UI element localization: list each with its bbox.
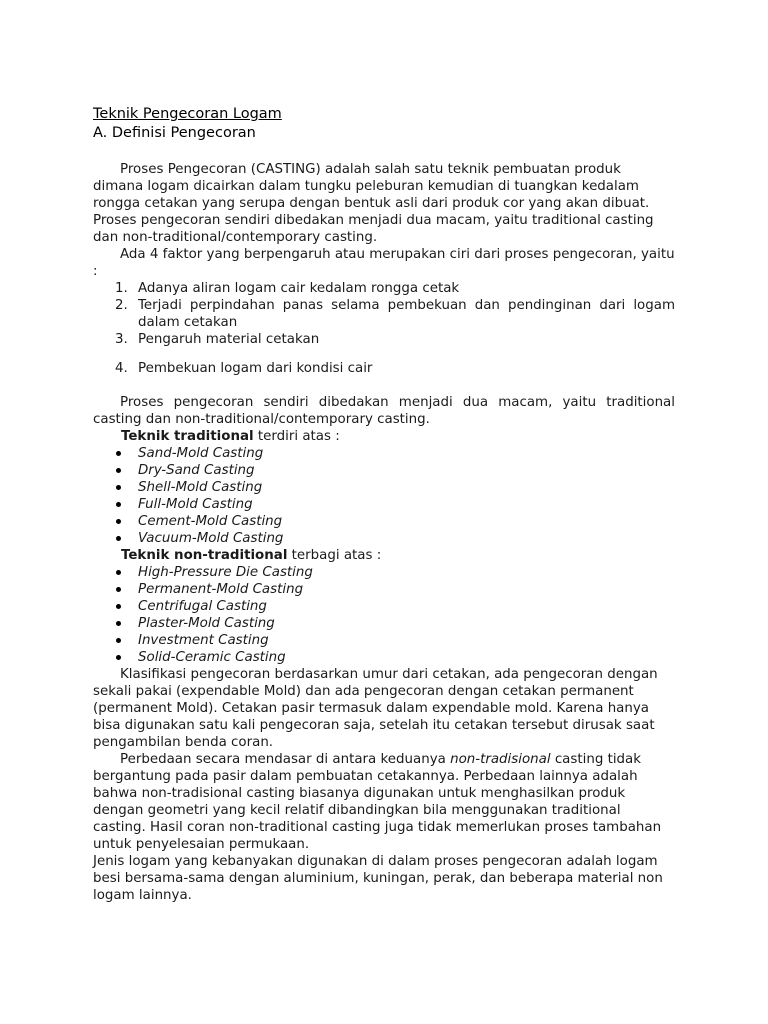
bullet-icon bbox=[116, 638, 121, 643]
list-item: Solid-Ceramic Casting bbox=[93, 649, 675, 666]
list-item: Sand-Mold Casting bbox=[93, 445, 675, 462]
bullet-icon bbox=[116, 655, 121, 660]
paragraph-factors-intro: Ada 4 faktor yang berpengaruh atau merupakan ciri dari proses pengecoran, yaitu : bbox=[93, 247, 675, 279]
list-item: Dry-Sand Casting bbox=[93, 462, 675, 479]
bullet-icon bbox=[116, 621, 121, 626]
section-heading: A. Definisi Pengecoran bbox=[93, 125, 256, 141]
bullet-icon bbox=[116, 536, 121, 541]
nontraditional-list bbox=[93, 564, 675, 666]
bullet-icon bbox=[116, 451, 121, 456]
traditional-heading: Teknik traditional terdiri atas : bbox=[121, 429, 340, 444]
bullet-icon bbox=[116, 570, 121, 575]
paragraph-classification: Klasifikasi pengecoran berdasarkan umur dari cetakan, ada pengecoran dengan sekali pakai (expendable Mold) dan ada pengecoran dengan cetakan permanent (permanent Mold). Cetakan pasir termasuk dalam expendable mold. Karena hanya bisa digunakan satu kali pengecoran saja, setelah itu cetakan tersebut dirusak saat pengambilan benda coran. bbox=[93, 667, 658, 750]
factors-list bbox=[93, 280, 675, 377]
bullet-icon bbox=[116, 502, 121, 507]
bullet-icon bbox=[116, 519, 121, 524]
paragraph-types-repeat: Proses pengecoran sendiri dibedakan menjadi dua macam, yaitu traditional casting dan non-traditional/contemporary casting. bbox=[93, 395, 675, 427]
paragraph-differences: Perbedaan secara mendasar di antara keduanya non-tradisional casting tidak bergantung pada pasir dalam pembuatan cetakannya. Perbedaan lainnya adalah bahwa non-tradisional casting biasanya digunakan untuk menghasilkan produk dengan geometri yang kecil relatif dibandingkan bila menggunakan traditional casting. Hasil coran non-traditional casting juga tidak memerlukan proses tambahan untuk penyelesaian permukaan. bbox=[93, 752, 662, 852]
document-title: Teknik Pengecoran Logam bbox=[93, 106, 282, 122]
bullet-icon bbox=[116, 468, 121, 473]
list-item: 2. Terjadi perpindahan panas selama pembekuan dan pendinginan dari logam dalam cetakan bbox=[115, 298, 675, 330]
bullet-icon bbox=[116, 485, 121, 490]
traditional-list bbox=[93, 445, 675, 547]
list-item: 4. Pembekuan logam dari kondisi cair bbox=[115, 361, 373, 376]
list-item: 1. Adanya aliran logam cair kedalam rongga cetak bbox=[115, 281, 460, 296]
list-item: Cement-Mold Casting bbox=[93, 513, 675, 530]
paragraph-types: Proses pengecoran sendiri dibedakan menjadi dua macam, yaitu traditional casting dan non-traditional/contemporary casting. bbox=[93, 213, 654, 245]
list-item: Vacuum-Mold Casting bbox=[93, 530, 675, 547]
nontraditional-heading: Teknik non-traditional terbagi atas : bbox=[121, 548, 382, 563]
list-item: High-Pressure Die Casting bbox=[93, 564, 675, 581]
list-item: Shell-Mold Casting bbox=[93, 479, 675, 496]
list-item: Centrifugal Casting bbox=[93, 598, 675, 615]
list-item: Full-Mold Casting bbox=[93, 496, 675, 513]
list-item: 3. Pengaruh material cetakan bbox=[115, 332, 320, 347]
bullet-icon bbox=[116, 604, 121, 609]
document-page bbox=[93, 105, 675, 904]
list-item: Plaster-Mold Casting bbox=[93, 615, 675, 632]
paragraph-definition: Proses Pengecoran (CASTING) adalah salah satu teknik pembuatan produk dimana logam dicairkan dalam tungku peleburan kemudian di tuangkan kedalam rongga cetakan yang serupa dengan bentuk asli dari produk cor yang akan dibuat. bbox=[93, 162, 650, 211]
bullet-icon bbox=[116, 587, 121, 592]
list-item: Permanent-Mold Casting bbox=[93, 581, 675, 598]
paragraph-metals: Jenis logam yang kebanyakan digunakan di dalam proses pengecoran adalah logam besi bersama-sama dengan aluminium, kuningan, perak, dan beberapa material non logam lainnya. bbox=[93, 854, 663, 903]
list-item: Investment Casting bbox=[93, 632, 675, 649]
